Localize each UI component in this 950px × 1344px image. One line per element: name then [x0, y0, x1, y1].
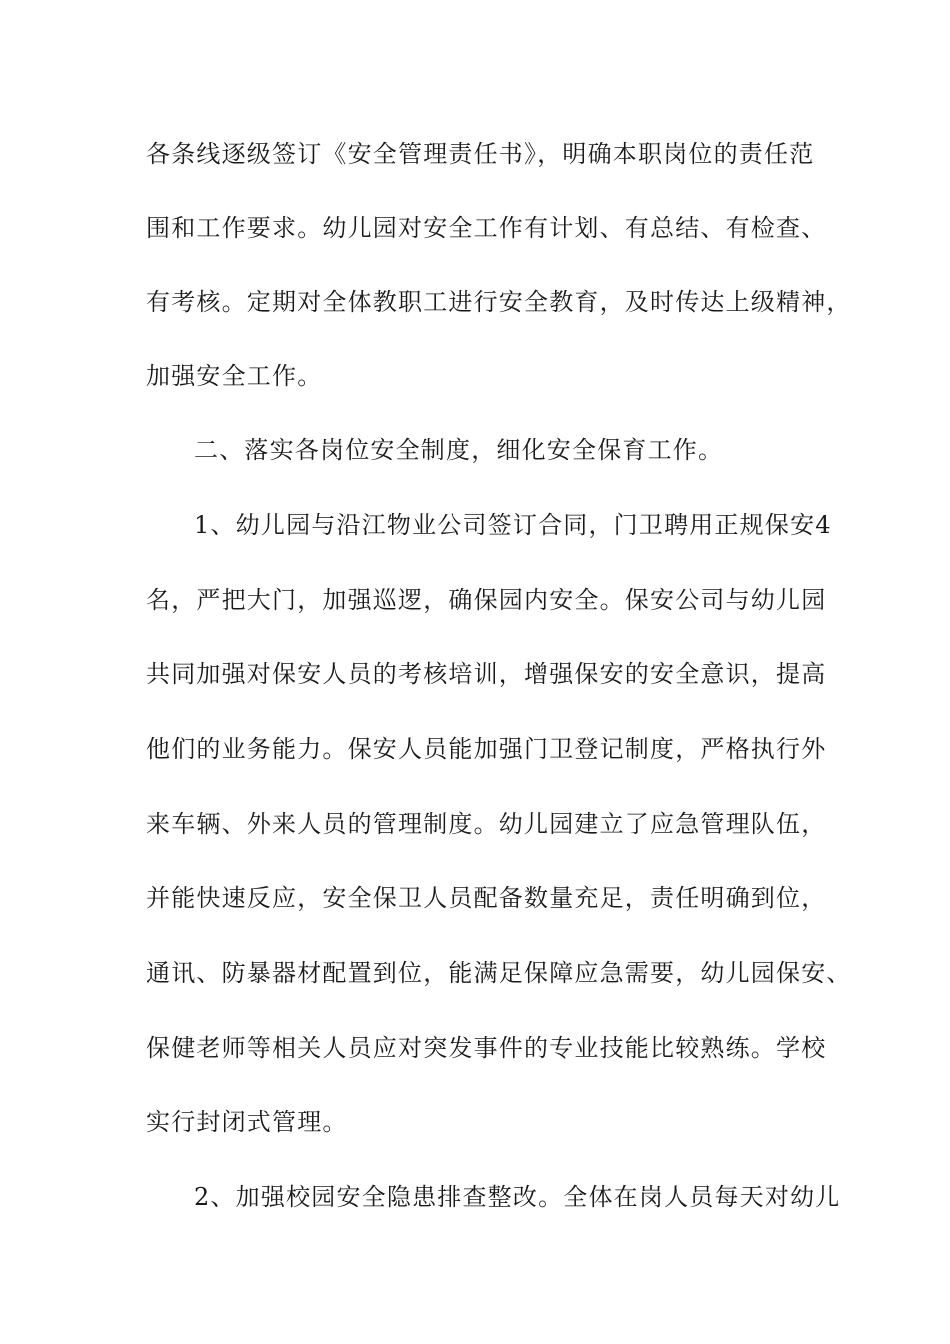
text-line-10: 来车辆、外来人员的管理制度。幼儿园建立了应急管理队伍，	[146, 810, 827, 838]
text-line-2: 围和工作要求。幼儿园对安全工作有计划、有总结、有检查、	[146, 214, 827, 242]
text-line-1: 各条线逐级签订《安全管理责任书》，明确本职岗位的责任范	[146, 140, 815, 168]
text-line-9: 他们的业务能力。保安人员能加强门卫登记制度，严格执行外	[146, 735, 827, 763]
text-line-7: 名，严把大门，加强巡逻，确保园内安全。保安公司与幼儿园	[146, 586, 827, 614]
text-line-13: 保健老师等相关人员应对突发事件的专业技能比较熟练。学校	[146, 1034, 827, 1062]
text-line-15: 2、加强校园安全隐患排查整改。全体在岗人员每天对幼儿	[194, 1183, 841, 1211]
text-line-14: 实行封闭式管理。	[146, 1108, 348, 1136]
text-line-3: 有考核。定期对全体教职工进行安全教育，及时传达上级精神，	[146, 288, 852, 316]
text-line-6: 1、幼儿园与沿江物业公司签订合同，门卫聘用正规保安4	[194, 511, 832, 539]
text-line-11: 并能快速反应，安全保卫人员配备数量充足，责任明确到位，	[146, 884, 827, 912]
text-line-4: 加强安全工作。	[146, 362, 323, 390]
text-line-8: 共同加强对保安人员的考核培训，增强保安的安全意识，提高	[146, 660, 827, 688]
text-line-12: 通讯、防暴器材配置到位，能满足保障应急需要，幼儿园保安、	[146, 959, 852, 987]
section-heading: 二、落实各岗位安全制度，细化安全保育工作。	[194, 436, 724, 464]
